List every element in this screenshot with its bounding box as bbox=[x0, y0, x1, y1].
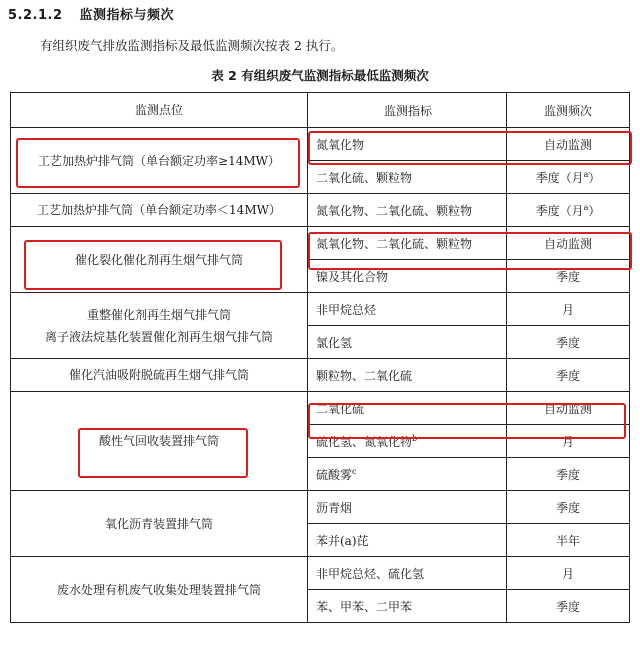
frequency-cell: 季度（月$^a$） bbox=[507, 194, 630, 227]
frequency-cell: 自动监测 bbox=[507, 227, 630, 260]
frequency-cell: 季度 bbox=[507, 491, 630, 524]
intro-paragraph: 有组织废气排放监测指标及最低监测频次按表 2 执行。 bbox=[40, 38, 344, 53]
header-indicator: 监测指标 bbox=[308, 93, 507, 128]
table-caption: 表 2 有组织废气监测指标最低监测频次 bbox=[211, 68, 429, 83]
indicator-cell: 氮氧化物、二氧化硫、颗粒物 bbox=[308, 227, 507, 260]
table-row bbox=[11, 293, 630, 326]
footnote-mark: b bbox=[412, 433, 418, 443]
location-cell bbox=[11, 293, 308, 359]
indicator-cell: 非甲烷总烃 bbox=[308, 293, 507, 326]
indicator-cell: 氮氧化物 bbox=[308, 128, 507, 161]
table-row bbox=[11, 359, 630, 392]
section-heading bbox=[8, 4, 174, 23]
indicator-cell: 颗粒物、二氧化硫 bbox=[308, 359, 507, 392]
table-row bbox=[11, 557, 630, 590]
location-cell: 酸性气回收装置排气筒 bbox=[11, 392, 308, 491]
location-cell: 工艺加热炉排气筒（单台额定功率＜14MW） bbox=[11, 194, 308, 227]
frequency-cell: 季度 bbox=[507, 260, 630, 293]
footnote-mark: a bbox=[583, 169, 589, 179]
indicator-cell: 非甲烷总烃、硫化氢 bbox=[308, 557, 507, 590]
indicator-cell: 硫酸雾$^c$ bbox=[308, 458, 507, 491]
indicator-cell: 苯、甲苯、二甲苯 bbox=[308, 590, 507, 623]
frequency-cell: 月 bbox=[507, 425, 630, 458]
indicator-cell: 二氧化硫 bbox=[308, 392, 507, 425]
location-cell: 氧化沥青装置排气筒 bbox=[11, 491, 308, 557]
header-location: 监测点位 bbox=[11, 93, 308, 128]
table-row bbox=[11, 227, 630, 260]
location-cell: 催化裂化催化剂再生烟气排气筒 bbox=[11, 227, 308, 293]
frequency-cell: 自动监测 bbox=[507, 392, 630, 425]
indicator-cell: 苯并(a)芘 bbox=[308, 524, 507, 557]
indicator-cell: 氮氧化物、二氧化硫、颗粒物 bbox=[308, 194, 507, 227]
frequency-cell: 自动监测 bbox=[507, 128, 630, 161]
table-row bbox=[11, 392, 630, 425]
indicator-cell: 沥青烟 bbox=[308, 491, 507, 524]
location-line: 重整催化剂再生烟气排气筒 bbox=[86, 307, 231, 322]
section-number: 5.2.1.2 bbox=[8, 8, 63, 23]
frequency-cell: 季度（月$^a$） bbox=[507, 161, 630, 194]
indicator-cell: 硫化氢、氮氧化物$^b$ bbox=[308, 425, 507, 458]
indicator-cell: 氯化氢 bbox=[308, 326, 507, 359]
frequency-cell: 月 bbox=[507, 293, 630, 326]
table-row bbox=[11, 194, 630, 227]
table-row bbox=[11, 128, 630, 161]
indicator-cell: 二氧化硫、颗粒物 bbox=[308, 161, 507, 194]
location-cell: 废水处理有机废气收集处理装置排气筒 bbox=[11, 557, 308, 623]
table-header-row bbox=[11, 93, 630, 128]
frequency-cell: 月 bbox=[507, 557, 630, 590]
frequency-cell: 季度 bbox=[507, 326, 630, 359]
section-title: 监测指标与频次 bbox=[79, 8, 175, 23]
frequency-cell: 半年 bbox=[507, 524, 630, 557]
indicator-cell: 镍及其化合物 bbox=[308, 260, 507, 293]
frequency-cell: 季度 bbox=[507, 590, 630, 623]
frequency-cell: 季度 bbox=[507, 458, 630, 491]
monitoring-table bbox=[10, 92, 630, 623]
footnote-mark: a bbox=[583, 202, 589, 212]
footnote-mark: c bbox=[352, 466, 357, 476]
table-row bbox=[11, 491, 630, 524]
header-frequency: 监测频次 bbox=[507, 93, 630, 128]
location-cell: 催化汽油吸附脱硫再生烟气排气筒 bbox=[11, 359, 308, 392]
location-line: 离子液法烷基化装置催化剂再生烟气排气筒 bbox=[44, 329, 273, 344]
frequency-cell: 季度 bbox=[507, 359, 630, 392]
location-cell: 工艺加热炉排气筒（单台额定功率≥14MW） bbox=[11, 128, 308, 194]
